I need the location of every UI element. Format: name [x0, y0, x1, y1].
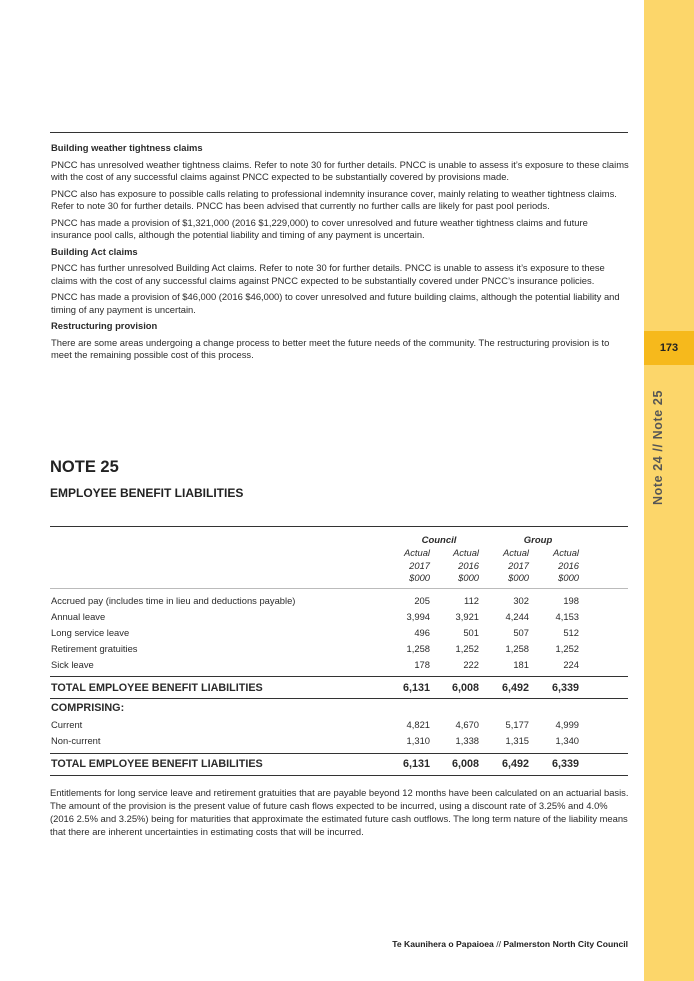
table-row: Sick leave 178 222 181 224 [51, 659, 579, 670]
total-divider [50, 676, 628, 677]
page-footer [392, 939, 628, 949]
column-header: Actual 2017 $000 [403, 547, 430, 583]
footer-separator: // [493, 939, 504, 949]
table-row: Accrued pay (includes time in lieu and deductions payable) 205 112 302 198 [51, 595, 579, 606]
paragraph: PNCC also has exposure to possible calls relating to professional indemnity insurance cover, mainly relating to weather tightness claims. Refer to note 30 for further details. PNCC has been advised that currently no further calls are likely for past pool periods. [51, 187, 617, 211]
table-row: Retirement gratuities 1,258 1,252 1,258 1,252 [51, 643, 579, 654]
column-header: Actual 2017 $000 [502, 547, 529, 583]
total-divider [50, 698, 628, 699]
table-bottom-rule [50, 775, 628, 776]
section-heading: Building Act claims [51, 245, 138, 257]
group-header-council: Council [421, 535, 457, 546]
paragraph: PNCC has made a provision of $1,321,000 (2016 $1,229,000) to cover unresolved and future weather tightness claims and future insurance pool calls, although the potential liability and timing of any payment is uncertain. [51, 216, 588, 240]
footnote-text: Entitlements for long service leave and retirement gratuities that are payable beyond 12 months have been calculated on an actuarial basis. The amount of the provision is the present value of future cash flows expected to be incurred, using a discount rate of 3.25% and 4.0% (2016 2.5% and 3.25%) being for maturities that approximate the estimated future cash outflows. The long term nature of the liability means that there are inherent uncertainties in estimating costs that will be incurred. [50, 787, 629, 837]
footer-org-english: Palmerston North City Council [503, 939, 628, 949]
total-row: TOTAL EMPLOYEE BENEFIT LIABILITIES 6,131 6,008 6,492 6,339 [51, 682, 579, 694]
page-number: 173 [644, 331, 694, 365]
footnote [50, 786, 630, 838]
section-heading: Building weather tightness claims [51, 142, 203, 153]
note-subtitle: EMPLOYEE BENEFIT LIABILITIES [50, 486, 244, 500]
employee-benefit-table [50, 526, 628, 770]
section-heading: Restructuring provision [51, 320, 158, 331]
paragraph: PNCC has further unresolved Building Act claims. Refer to note 30 for further details. PNCC is unable to assess it’s exposure to these claims with the cost of any successful claims against PNCC expected to be substantially covered under PNCC’s insurance policies. [51, 262, 605, 286]
group-header-group: Group [523, 535, 553, 546]
comprising-label: COMPRISING: [51, 702, 125, 714]
total-row: TOTAL EMPLOYEE BENEFIT LIABILITIES 6,131 6,008 6,492 6,339 [51, 758, 579, 770]
table-row: Annual leave 3,994 3,921 4,244 4,153 [51, 611, 579, 622]
header-divider [50, 588, 628, 589]
column-header: Actual 2016 $000 [452, 547, 479, 583]
paragraph: There are some areas undergoing a change process to better meet the future needs of the community. The restructuring provision is to meet the remaining possible cost of this process. [51, 336, 610, 360]
total-divider [50, 753, 628, 754]
table-row: Current 4,821 4,670 5,177 4,999 [51, 719, 579, 730]
top-rule [50, 132, 628, 133]
column-header: Actual 2016 $000 [552, 547, 579, 583]
table-row: Non-current 1,310 1,338 1,315 1,340 [51, 735, 579, 746]
paragraph: PNCC has unresolved weather tightness claims. Refer to note 30 for further details. PNCC is unable to assess it’s exposure to these claims with the cost of any successful claims against PNCC expected to be substantially covered by provisions made. [51, 158, 629, 182]
note-title: NOTE 25 [50, 458, 119, 476]
table-row: Long service leave 496 501 507 512 [51, 627, 579, 638]
paragraph: PNCC has made a provision of $46,000 (2016 $46,000) to cover unresolved and future building claims, although the potential liability and timing of any payment is uncertain. [51, 291, 620, 315]
provisions-section [51, 140, 629, 366]
footer-org-maori: Te Kaunihera o Papaioea [392, 939, 494, 949]
side-section-label: Note 24 // Note 25 [651, 390, 665, 505]
